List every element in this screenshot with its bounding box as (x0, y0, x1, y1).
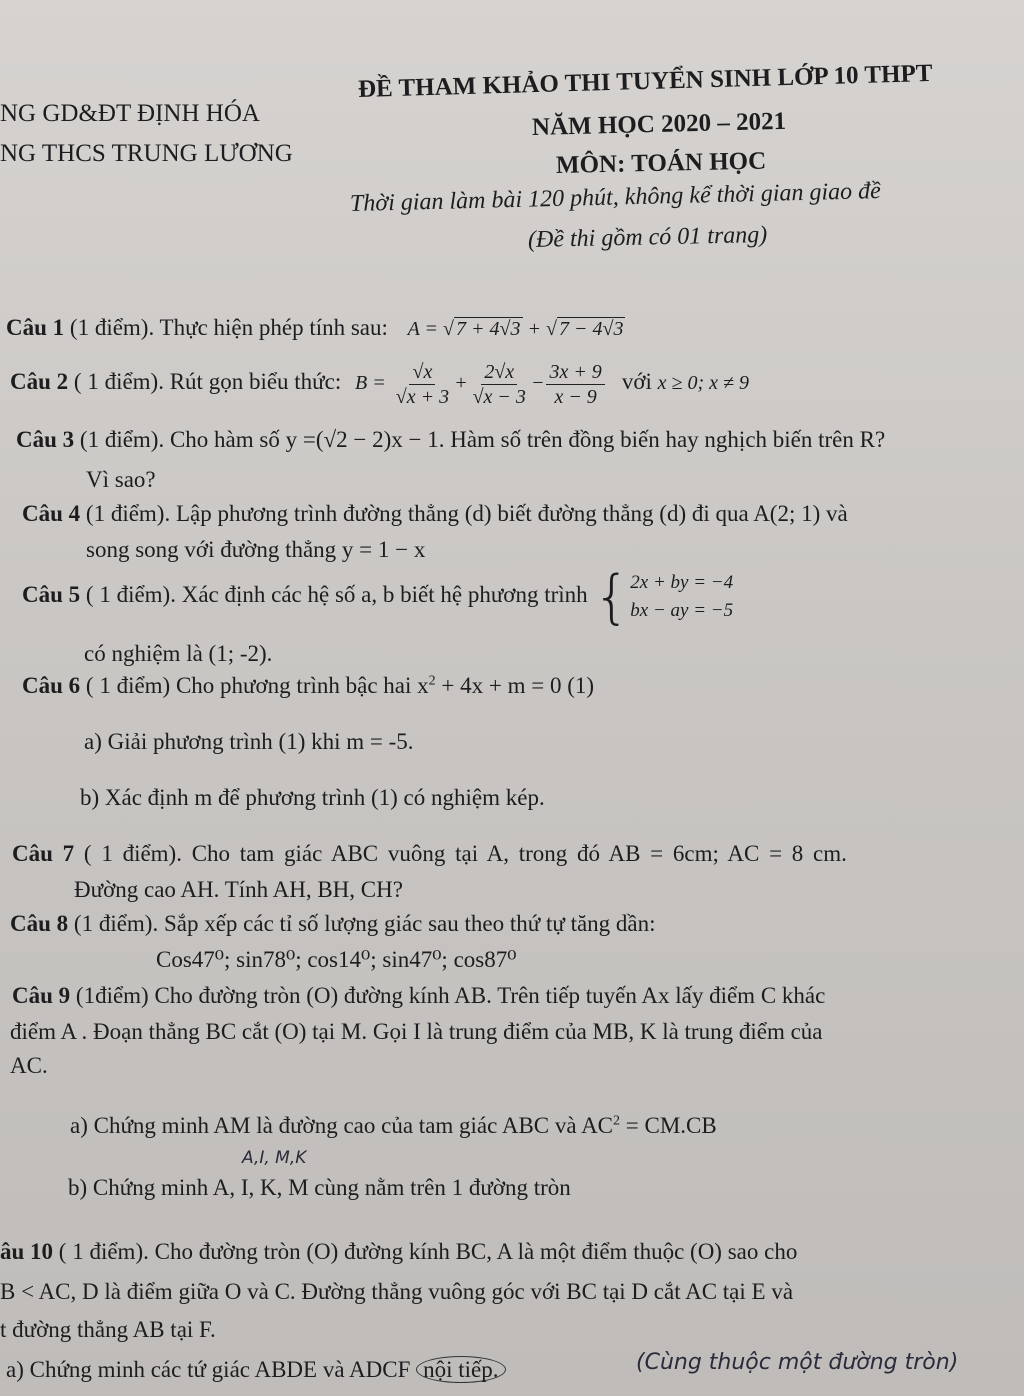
fraction-2-numerator: 2√x (481, 360, 517, 385)
equation-system (630, 569, 733, 625)
question-1-label: Câu 1 (6, 315, 65, 340)
question-4-text: (1 điểm). Lập phương trình đường thẳng (d) biết đường thẳng (d) đi qua A(2; 1) và (85, 501, 848, 526)
exam-title: ĐỀ THAM KHẢO THI TUYỂN SINH LỚP 10 THPT (357, 59, 933, 103)
org-line-1: NG GD&ĐT ĐỊNH HÓA (0, 100, 260, 127)
question-10-text: ( 1 điểm). Cho đường tròn (O) đường kính BC, A là một điểm thuộc (O) sao cho (58, 1239, 798, 1264)
question-10-part-a (6, 1356, 506, 1384)
question-5-line-2: có nghiệm là (1; -2). (84, 641, 273, 666)
exam-subject: MÔN: TOÁN HỌC (555, 147, 767, 179)
radicand-1: 7 + 4√3 (456, 318, 521, 340)
question-9-text: (1điểm) Cho đường tròn (O) đường kính AB. Trên tiếp tuyến Ax lấy điểm C khác (75, 983, 826, 1008)
question-6-text-tail: + 4x + m = 0 (1) (435, 673, 595, 698)
exam-year: NĂM HỌC 2020 – 2021 (531, 107, 787, 141)
question-7-line-2: Đường cao AH. Tính AH, BH, CH? (74, 877, 403, 902)
question-9-line-2: điểm A . Đoạn thẳng BC cắt (O) tại M. Gọi I là trung điểm của MB, K là trung điểm của (10, 1019, 823, 1044)
question-6-label: Câu 6 (22, 673, 81, 698)
question-9-part-a-text: a) Chứng minh AM là đường cao của tam giác ABC và AC (70, 1113, 614, 1138)
question-9-part-a-tail: = CM.CB (620, 1113, 717, 1138)
question-9 (12, 982, 825, 1010)
question-6-text: ( 1 điểm) Cho phương trình bậc hai x (85, 673, 429, 698)
question-2-label: Câu 2 (10, 369, 69, 394)
fraction-1-denominator: √x + 3 (395, 385, 450, 408)
equation-1: 2x + by = −4 (630, 571, 734, 593)
question-2-text: ( 1 điểm). Rút gọn biểu thức: (73, 369, 342, 394)
question-8-text: (1 điểm). Sắp xếp các tỉ số lượng giác sau theo thứ tự tăng dần: (73, 911, 656, 936)
system-brace: { (593, 562, 631, 631)
question-3-label: Câu 3 (16, 427, 75, 452)
circled-word: nội tiếp. (416, 1356, 505, 1383)
question-2 (10, 354, 749, 411)
org-line-2: NG THCS TRUNG LƯƠNG (0, 140, 293, 167)
question-10-line-3: t đường thẳng AB tại F. (0, 1317, 216, 1342)
question-4 (22, 500, 848, 528)
fraction-3-denominator: x − 9 (554, 385, 597, 408)
fraction-1-numerator: √x (409, 360, 435, 385)
question-4-line-2: song song với đường thẳng y = 1 − x (86, 537, 426, 562)
exponent-2: 2 (613, 1113, 621, 1129)
handwritten-note-points: A,I, M,K (242, 1148, 307, 1168)
condition-word: với (621, 369, 652, 394)
question-10 (0, 1238, 797, 1266)
question-9-part-b: b) Chứng minh A, I, K, M cùng nằm trên 1 đường tròn (68, 1175, 571, 1200)
question-10-part-a-text: a) Chứng minh các tứ giác ABDE và ADCF (6, 1357, 411, 1382)
question-4-label: Câu 4 (22, 501, 81, 526)
equation-2: bx − ay = −5 (630, 599, 734, 621)
question-8 (10, 910, 656, 938)
formula-lhs: A = (407, 318, 439, 340)
question-3 (16, 426, 885, 454)
fraction-3-numerator: 3x + 9 (546, 360, 604, 385)
exponent-2: 2 (428, 673, 436, 689)
question-5 (22, 562, 734, 631)
exam-time: Thời gian làm bài 120 phút, không kể thời gian giao đề (349, 178, 882, 217)
question-9-line-3: AC. (10, 1053, 48, 1078)
question-5-text: ( 1 điểm). Xác định các hệ số a, b biết hệ phương trình (85, 582, 588, 607)
question-8-label: Câu 8 (10, 911, 69, 936)
fraction-2-denominator: √x − 3 (472, 385, 526, 408)
radicand-2: 7 − 4√3 (558, 318, 624, 340)
question-8-list: Cos47⁰; sin78⁰; cos14⁰; sin47⁰; cos87⁰ (156, 947, 517, 972)
question-9-label: Câu 9 (12, 983, 71, 1008)
question-7-text: ( 1 điểm). Cho tam giác ABC vuông tại A, trong đó AB = 6cm; AC = 8 cm. (83, 841, 847, 866)
question-2-formula: B = $\frac{√x}{√x + 3}$ + $\frac{2√x}{√x - 3}$ − $\frac{3x + 9}{x - 9}$ (355, 372, 612, 394)
question-10-line-2: B < AC, D là điểm giữa O và C. Đường thẳng vuông góc với BC tại D cắt AC tại E và (0, 1279, 794, 1304)
question-3-line-2: Vì sao? (86, 467, 156, 492)
exam-pages: (Đề thi gồm có 01 trang) (527, 221, 768, 253)
formula-lhs: B = (355, 372, 386, 394)
question-1-formula: A = √ 7 + 4√3 + √ 7 − 4√3 (407, 318, 624, 340)
question-6-part-b: b) Xác định m để phương trình (1) có nghiệm kép. (80, 785, 545, 810)
question-7 (12, 840, 847, 868)
question-1 (6, 314, 625, 343)
question-3-text: (1 điểm). Cho hàm số y =(√2 − 2)x − 1. Hàm số trên đồng biến hay nghịch biến trên R? (79, 427, 886, 452)
question-1-text: (1 điểm). Thực hiện phép tính sau: (69, 315, 388, 340)
question-7-label: Câu 7 (12, 841, 75, 866)
question-9-part-a (70, 1112, 717, 1140)
handwritten-note-circle: (Cùng thuộc một đường tròn) (636, 1350, 959, 1375)
question-10-label: âu 10 (0, 1239, 54, 1264)
question-5-label: Câu 5 (22, 582, 81, 607)
condition: x ≥ 0; x ≠ 9 (657, 372, 749, 394)
question-6-part-a: a) Giải phương trình (1) khi m = -5. (84, 729, 414, 754)
question-6 (22, 672, 594, 700)
